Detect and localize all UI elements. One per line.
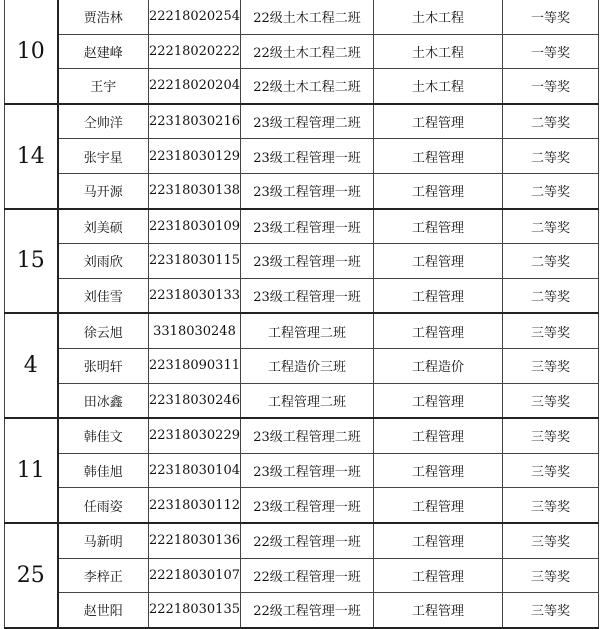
award-level-cell: 三等奖 — [503, 313, 599, 348]
student-id-cell: 22318030129 — [149, 139, 241, 174]
class-name-cell: 22级工程管理一班 — [241, 593, 374, 628]
table-row — [5, 104, 599, 139]
major-cell: 工程管理 — [374, 173, 503, 208]
major-cell: 工程管理 — [374, 104, 503, 139]
student-name-cell: 张宇星 — [58, 139, 149, 174]
group-number-cell: 14 — [5, 104, 58, 209]
major-cell: 工程管理 — [374, 244, 503, 279]
major-cell: 工程管理 — [374, 278, 503, 313]
class-name-cell: 工程管理二班 — [241, 313, 374, 348]
major-cell: 土木工程 — [374, 69, 503, 104]
student-id-cell: 22218020222 — [149, 34, 241, 69]
student-id-cell: 22218030135 — [149, 593, 241, 628]
award-level-cell: 三等奖 — [503, 593, 599, 628]
table-row — [5, 0, 599, 34]
award-level-cell: 一等奖 — [503, 0, 599, 34]
major-cell: 工程造价 — [374, 348, 503, 383]
award-table — [4, 0, 599, 629]
class-name-cell: 工程造价三班 — [241, 348, 374, 383]
student-name-cell: 刘佳雪 — [58, 278, 149, 313]
class-name-cell: 23级工程管理一班 — [241, 488, 374, 523]
major-cell: 工程管理 — [374, 558, 503, 593]
student-name-cell: 马新明 — [58, 523, 149, 558]
student-id-cell: 22318030133 — [149, 278, 241, 313]
award-level-cell: 一等奖 — [503, 69, 599, 104]
table-row — [5, 244, 599, 279]
student-name-cell: 任雨姿 — [58, 488, 149, 523]
table-row — [5, 69, 599, 104]
class-name-cell: 23级工程管理二班 — [241, 104, 374, 139]
class-name-cell: 23级工程管理一班 — [241, 278, 374, 313]
class-name-cell: 23级工程管理一班 — [241, 209, 374, 244]
student-id-cell: 22318030115 — [149, 244, 241, 279]
major-cell: 工程管理 — [374, 523, 503, 558]
major-cell: 工程管理 — [374, 383, 503, 418]
student-name-cell: 韩佳文 — [58, 418, 149, 453]
class-name-cell: 23级工程管理一班 — [241, 244, 374, 279]
student-id-cell: 22318030109 — [149, 209, 241, 244]
group-number-cell: 15 — [5, 209, 58, 314]
student-name-cell: 贾浩林 — [58, 0, 149, 34]
student-name-cell: 赵世阳 — [58, 593, 149, 628]
award-level-cell: 三等奖 — [503, 488, 599, 523]
student-name-cell: 韩佳旭 — [58, 453, 149, 488]
major-cell: 工程管理 — [374, 453, 503, 488]
award-level-cell: 三等奖 — [503, 558, 599, 593]
class-name-cell: 22级工程管理一班 — [241, 523, 374, 558]
major-cell: 工程管理 — [374, 593, 503, 628]
student-id-cell: 22218030107 — [149, 558, 241, 593]
award-level-cell: 三等奖 — [503, 453, 599, 488]
group-number-cell: 25 — [5, 523, 58, 628]
class-name-cell: 23级工程管理一班 — [241, 139, 374, 174]
table-row — [5, 383, 599, 418]
student-id-cell: 22218020204 — [149, 69, 241, 104]
table-row — [5, 523, 599, 558]
table-row — [5, 453, 599, 488]
class-name-cell: 22级土木工程二班 — [241, 69, 374, 104]
major-cell: 工程管理 — [374, 139, 503, 174]
major-cell: 工程管理 — [374, 488, 503, 523]
major-cell: 工程管理 — [374, 209, 503, 244]
group-number-cell: 11 — [5, 418, 58, 523]
award-level-cell: 三等奖 — [503, 418, 599, 453]
major-cell: 土木工程 — [374, 34, 503, 69]
award-level-cell: 三等奖 — [503, 348, 599, 383]
award-level-cell: 二等奖 — [503, 278, 599, 313]
award-level-cell: 三等奖 — [503, 523, 599, 558]
student-id-cell: 22318030104 — [149, 453, 241, 488]
award-level-cell: 二等奖 — [503, 244, 599, 279]
student-name-cell: 刘雨欣 — [58, 244, 149, 279]
student-name-cell: 仝帅洋 — [58, 104, 149, 139]
class-name-cell: 22级土木工程二班 — [241, 34, 374, 69]
student-name-cell: 徐云旭 — [58, 313, 149, 348]
table-row — [5, 418, 599, 453]
class-name-cell: 23级工程管理一班 — [241, 173, 374, 208]
table-row — [5, 278, 599, 313]
award-level-cell: 二等奖 — [503, 173, 599, 208]
award-level-cell: 三等奖 — [503, 383, 599, 418]
student-name-cell: 田冰鑫 — [58, 383, 149, 418]
table-row — [5, 558, 599, 593]
student-name-cell: 王宇 — [58, 69, 149, 104]
major-cell: 工程管理 — [374, 313, 503, 348]
student-id-cell: 22318030112 — [149, 488, 241, 523]
major-cell: 工程管理 — [374, 418, 503, 453]
class-name-cell: 22级土木工程二班 — [241, 0, 374, 34]
table-row — [5, 139, 599, 174]
award-table-body — [5, 0, 599, 628]
table-row — [5, 348, 599, 383]
table-row — [5, 313, 599, 348]
group-number-cell: 10 — [5, 0, 58, 104]
award-level-cell: 一等奖 — [503, 34, 599, 69]
student-name-cell: 张明轩 — [58, 348, 149, 383]
award-level-cell: 二等奖 — [503, 209, 599, 244]
student-name-cell: 李梓正 — [58, 558, 149, 593]
class-name-cell: 工程管理二班 — [241, 383, 374, 418]
class-name-cell: 22级工程管理一班 — [241, 558, 374, 593]
student-id-cell: 22318030229 — [149, 418, 241, 453]
table-row — [5, 209, 599, 244]
student-name-cell: 马开源 — [58, 173, 149, 208]
student-id-cell: 22318030216 — [149, 104, 241, 139]
student-id-cell: 22218030136 — [149, 523, 241, 558]
student-id-cell: 22318030246 — [149, 383, 241, 418]
major-cell: 土木工程 — [374, 0, 503, 34]
student-name-cell: 刘美硕 — [58, 209, 149, 244]
student-id-cell: 22318030138 — [149, 173, 241, 208]
student-id-cell: 22218020254 — [149, 0, 241, 34]
student-id-cell: 22318090311 — [149, 348, 241, 383]
award-level-cell: 二等奖 — [503, 139, 599, 174]
table-row — [5, 34, 599, 69]
table-row — [5, 173, 599, 208]
class-name-cell: 23级工程管理一班 — [241, 453, 374, 488]
table-row — [5, 593, 599, 628]
award-level-cell: 二等奖 — [503, 104, 599, 139]
group-number-cell: 4 — [5, 313, 58, 418]
student-name-cell: 赵建峰 — [58, 34, 149, 69]
table-row — [5, 488, 599, 523]
class-name-cell: 23级工程管理二班 — [241, 418, 374, 453]
student-id-cell: 3318030248 — [149, 313, 241, 348]
